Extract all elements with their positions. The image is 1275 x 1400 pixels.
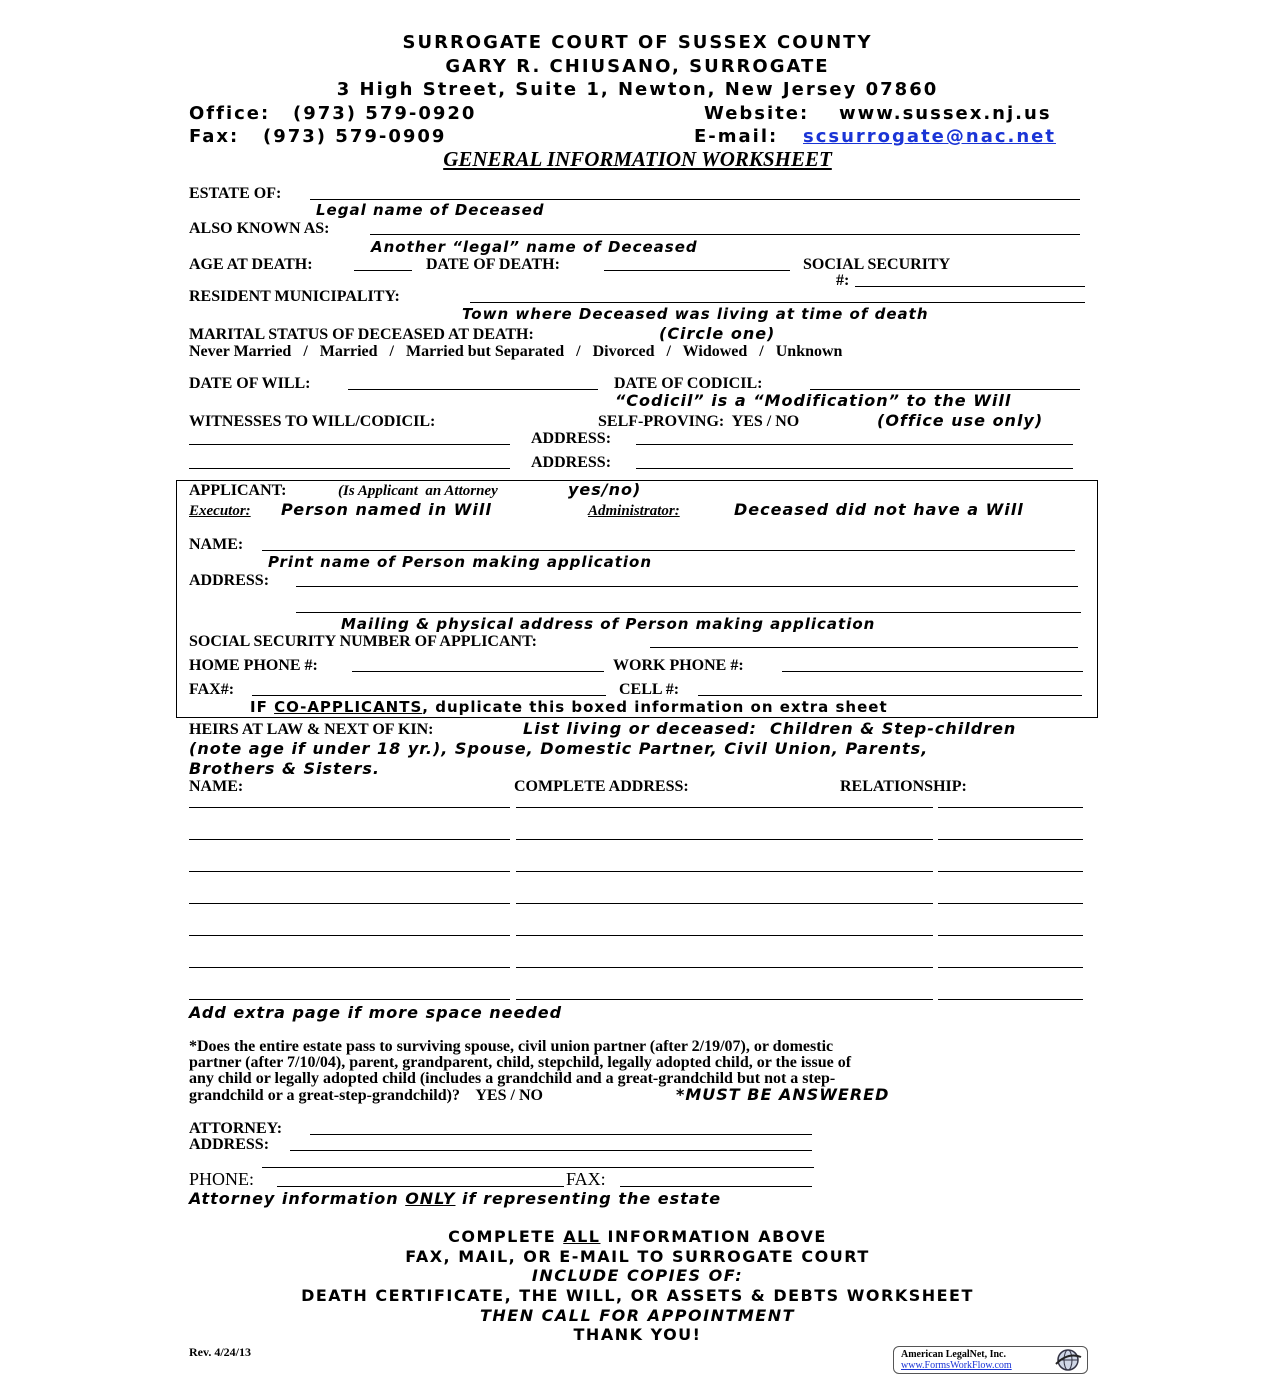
heir-relationship-field[interactable] (938, 999, 1083, 1000)
heir-address-field[interactable] (516, 807, 933, 808)
marital-label: MARITAL STATUS OF DECEASED AT DEATH: (189, 326, 534, 343)
codicil-hint: “Codicil” is a “Modification” to the Will (615, 391, 1012, 410)
attorney-hint-post: if representing the estate (455, 1189, 722, 1208)
attorney-address-field-2[interactable] (262, 1167, 814, 1168)
estate-question-line-2: partner (after 7/10/04), parent, grandparent, child, stepchild, legally adopted child, or the issue of (189, 1054, 852, 1071)
footer-line-6: THANK YOU! (573, 1325, 702, 1344)
co-applicants-word: CO-APPLICANTS (274, 698, 423, 716)
municipality-label: RESIDENT MUNICIPALITY: (189, 288, 400, 305)
heir-relationship-field[interactable] (938, 935, 1083, 936)
age-field[interactable] (354, 270, 412, 271)
court-address: 3 High Street, Suite 1, Newton, New Jersey 07860 (336, 79, 939, 100)
witnesses-label: WITNESSES TO WILL/CODICIL: (189, 413, 436, 430)
attorney-name-field[interactable] (310, 1134, 812, 1135)
footer-line-5: THEN CALL FOR APPOINTMENT (479, 1306, 796, 1325)
footer-line-1 (0, 1229, 1275, 1245)
fax-label: Fax: (189, 126, 240, 147)
applicant-address-field-2[interactable] (296, 612, 1081, 613)
executor-label: Executor: (189, 503, 251, 519)
applicant-fax-field[interactable] (252, 695, 606, 696)
self-proving-label: SELF-PROVING: YES / NO (598, 413, 800, 430)
applicant-address-label: ADDRESS: (189, 572, 270, 589)
age-label: AGE AT DEATH: (189, 256, 313, 273)
office-label: Office: (189, 103, 271, 124)
heir-relationship-field[interactable] (938, 903, 1083, 904)
extra-page-note: Add extra page if more space needed (189, 1003, 563, 1022)
dod-label: DATE OF DEATH: (426, 256, 560, 273)
applicant-attorney-question: (Is Applicant an Attorney (338, 483, 498, 499)
administrator-label: Administrator: (588, 503, 680, 519)
website-label: Website: (704, 103, 810, 124)
heir-name-field[interactable] (189, 871, 510, 872)
must-answer-note: *MUST BE ANSWERED (676, 1085, 890, 1104)
footer-line-1-post: INFORMATION ABOVE (600, 1227, 827, 1246)
witness-2-address-label: ADDRESS: (531, 454, 612, 471)
applicant-ssn-label: SOCIAL SECURITY NUMBER OF APPLICANT: (189, 633, 537, 650)
revision-date: Rev. 4/24/13 (189, 1345, 251, 1359)
co-applicants-pre: IF (250, 698, 275, 716)
applicant-address-field-1[interactable] (296, 586, 1078, 587)
applicant-fax-label: FAX#: (189, 681, 235, 698)
ssn-label: SOCIAL SECURITY (803, 256, 951, 273)
heir-address-field[interactable] (516, 903, 933, 904)
dod-field[interactable] (604, 270, 790, 271)
heir-address-field[interactable] (516, 999, 933, 1000)
heir-relationship-field[interactable] (938, 871, 1083, 872)
marital-hint: (Circle one) (659, 324, 776, 343)
municipality-hint: Town where Deceased was living at time of death (462, 305, 929, 323)
witness-2-name-field[interactable] (189, 468, 510, 469)
office-phone: (973) 579-0920 (293, 103, 477, 124)
heir-name-field[interactable] (189, 999, 510, 1000)
surrogate-name: GARY R. CHIUSANO, SURROGATE (445, 56, 830, 77)
footer-line-1-all: ALL (563, 1227, 601, 1246)
footer-line-4: DEATH CERTIFICATE, THE WILL, OR ASSETS & DEBTS WORKSHEET (301, 1286, 974, 1305)
heir-address-field[interactable] (516, 871, 933, 872)
applicant-ssn-field[interactable] (650, 647, 1078, 648)
executor-hint: Person named in Will (281, 500, 492, 519)
administrator-hint: Deceased did not have a Will (734, 500, 1024, 519)
municipality-field[interactable] (470, 302, 1085, 303)
witness-1-address-field[interactable] (636, 444, 1073, 445)
estate-of-label: ESTATE OF: (189, 185, 282, 202)
footer-line-1-pre: COMPLETE (448, 1227, 564, 1246)
estate-question-line-1: *Does the entire estate pass to surviving spouse, civil union partner (after 2/19/07), or domestic (189, 1038, 834, 1055)
heir-relationship-field[interactable] (938, 839, 1083, 840)
website[interactable]: www.sussex.nj.us (839, 103, 1052, 124)
legalnet-logo[interactable] (893, 1346, 1088, 1374)
ssn-num-label: #: (836, 272, 850, 289)
applicant-name-hint: Print name of Person making application (268, 553, 653, 571)
home-phone-field[interactable] (352, 671, 604, 672)
witness-2-address-field[interactable] (636, 468, 1073, 469)
aka-label: ALSO KNOWN AS: (189, 220, 330, 237)
email-link[interactable]: scsurrogate@nac.net (803, 126, 1056, 147)
heir-address-field[interactable] (516, 967, 933, 968)
page-title: GENERAL INFORMATION WORKSHEET (443, 147, 832, 171)
co-applicants-note (250, 700, 888, 715)
ssn-field[interactable] (855, 286, 1085, 287)
applicant-name-label: NAME: (189, 536, 244, 553)
heir-name-field[interactable] (189, 967, 510, 968)
heir-name-field[interactable] (189, 935, 510, 936)
date-codicil-label: DATE OF CODICIL: (614, 375, 763, 392)
heirs-hint-3: Brothers & Sisters. (189, 759, 380, 778)
attorney-address-field-1[interactable] (290, 1150, 812, 1151)
applicant-address-hint: Mailing & physical address of Person making application (341, 615, 876, 633)
globe-icon (1053, 1348, 1083, 1372)
footer-line-3: INCLUDE COPIES OF: (531, 1266, 744, 1285)
applicant-name-field[interactable] (262, 550, 1075, 551)
heir-name-field[interactable] (189, 903, 510, 904)
heirs-label: HEIRS AT LAW & NEXT OF KIN: (189, 721, 434, 738)
work-phone-field[interactable] (782, 671, 1083, 672)
attorney-address-label: ADDRESS: (189, 1136, 270, 1153)
aka-hint: Another “legal” name of Deceased (371, 238, 698, 256)
estate-question-line-3: any child or legally adopted child (includes a grandchild and a great-grandchild but not a step- (189, 1070, 836, 1087)
co-applicants-post: , duplicate this boxed information on extra sheet (422, 698, 888, 716)
home-phone-label: HOME PHONE #: (189, 657, 318, 674)
attorney-phone-field[interactable] (277, 1186, 564, 1187)
attorney-fax-label: FAX: (566, 1169, 606, 1189)
logo-company: American LegalNet, Inc. (901, 1349, 1006, 1360)
fax-number: (973) 579-0909 (263, 126, 447, 147)
estate-question-line-4[interactable]: grandchild or a great-step-grandchild)? YES / NO (189, 1087, 543, 1104)
attorney-hint (189, 1191, 721, 1207)
heir-relationship-field[interactable] (938, 807, 1083, 808)
heirs-col-address: COMPLETE ADDRESS: (514, 778, 689, 795)
estate-of-field[interactable] (310, 199, 1080, 200)
heirs-col-relationship: RELATIONSHIP: (840, 778, 967, 795)
heir-address-field[interactable] (516, 935, 933, 936)
work-phone-label: WORK PHONE #: (613, 657, 744, 674)
attorney-label: ATTORNEY: (189, 1120, 283, 1137)
aka-field[interactable] (370, 234, 1080, 235)
email-label: E-mail: (694, 126, 779, 147)
attorney-hint-pre: Attorney information (189, 1189, 406, 1208)
office-use-hint: (Office use only) (877, 411, 1044, 430)
heir-name-field[interactable] (189, 839, 510, 840)
attorney-phone-label: PHONE: (189, 1169, 255, 1189)
attorney-fax-field[interactable] (620, 1186, 812, 1187)
date-will-field[interactable] (348, 389, 598, 390)
heir-address-field[interactable] (516, 839, 933, 840)
cell-field[interactable] (698, 695, 1082, 696)
logo-url[interactable]: www.FormsWorkFlow.com (901, 1360, 1012, 1371)
footer-line-2: FAX, MAIL, OR E-MAIL TO SURROGATE COURT (405, 1247, 870, 1266)
applicant-yes-no[interactable]: yes/no) (568, 480, 642, 499)
heirs-col-name: NAME: (189, 778, 244, 795)
heir-relationship-field[interactable] (938, 967, 1083, 968)
applicant-label: APPLICANT: (189, 482, 287, 499)
witness-1-address-label: ADDRESS: (531, 430, 612, 447)
cell-label: CELL #: (619, 681, 680, 698)
date-codicil-field[interactable] (810, 389, 1080, 390)
heirs-hint-2: (note age if under 18 yr.), Spouse, Domestic Partner, Civil Union, Parents, (189, 739, 929, 758)
marital-options[interactable]: Never Married / Married / Married but Separated / Divorced / Widowed / Unknown (189, 343, 843, 360)
court-name: SURROGATE COURT OF SUSSEX COUNTY (402, 32, 873, 53)
witness-1-name-field[interactable] (189, 444, 510, 445)
estate-of-hint: Legal name of Deceased (316, 201, 545, 219)
heirs-hint-1: List living or deceased: Children & Step-children (523, 719, 1017, 738)
date-will-label: DATE OF WILL: (189, 375, 311, 392)
heir-name-field[interactable] (189, 807, 510, 808)
attorney-hint-only: ONLY (405, 1189, 456, 1208)
